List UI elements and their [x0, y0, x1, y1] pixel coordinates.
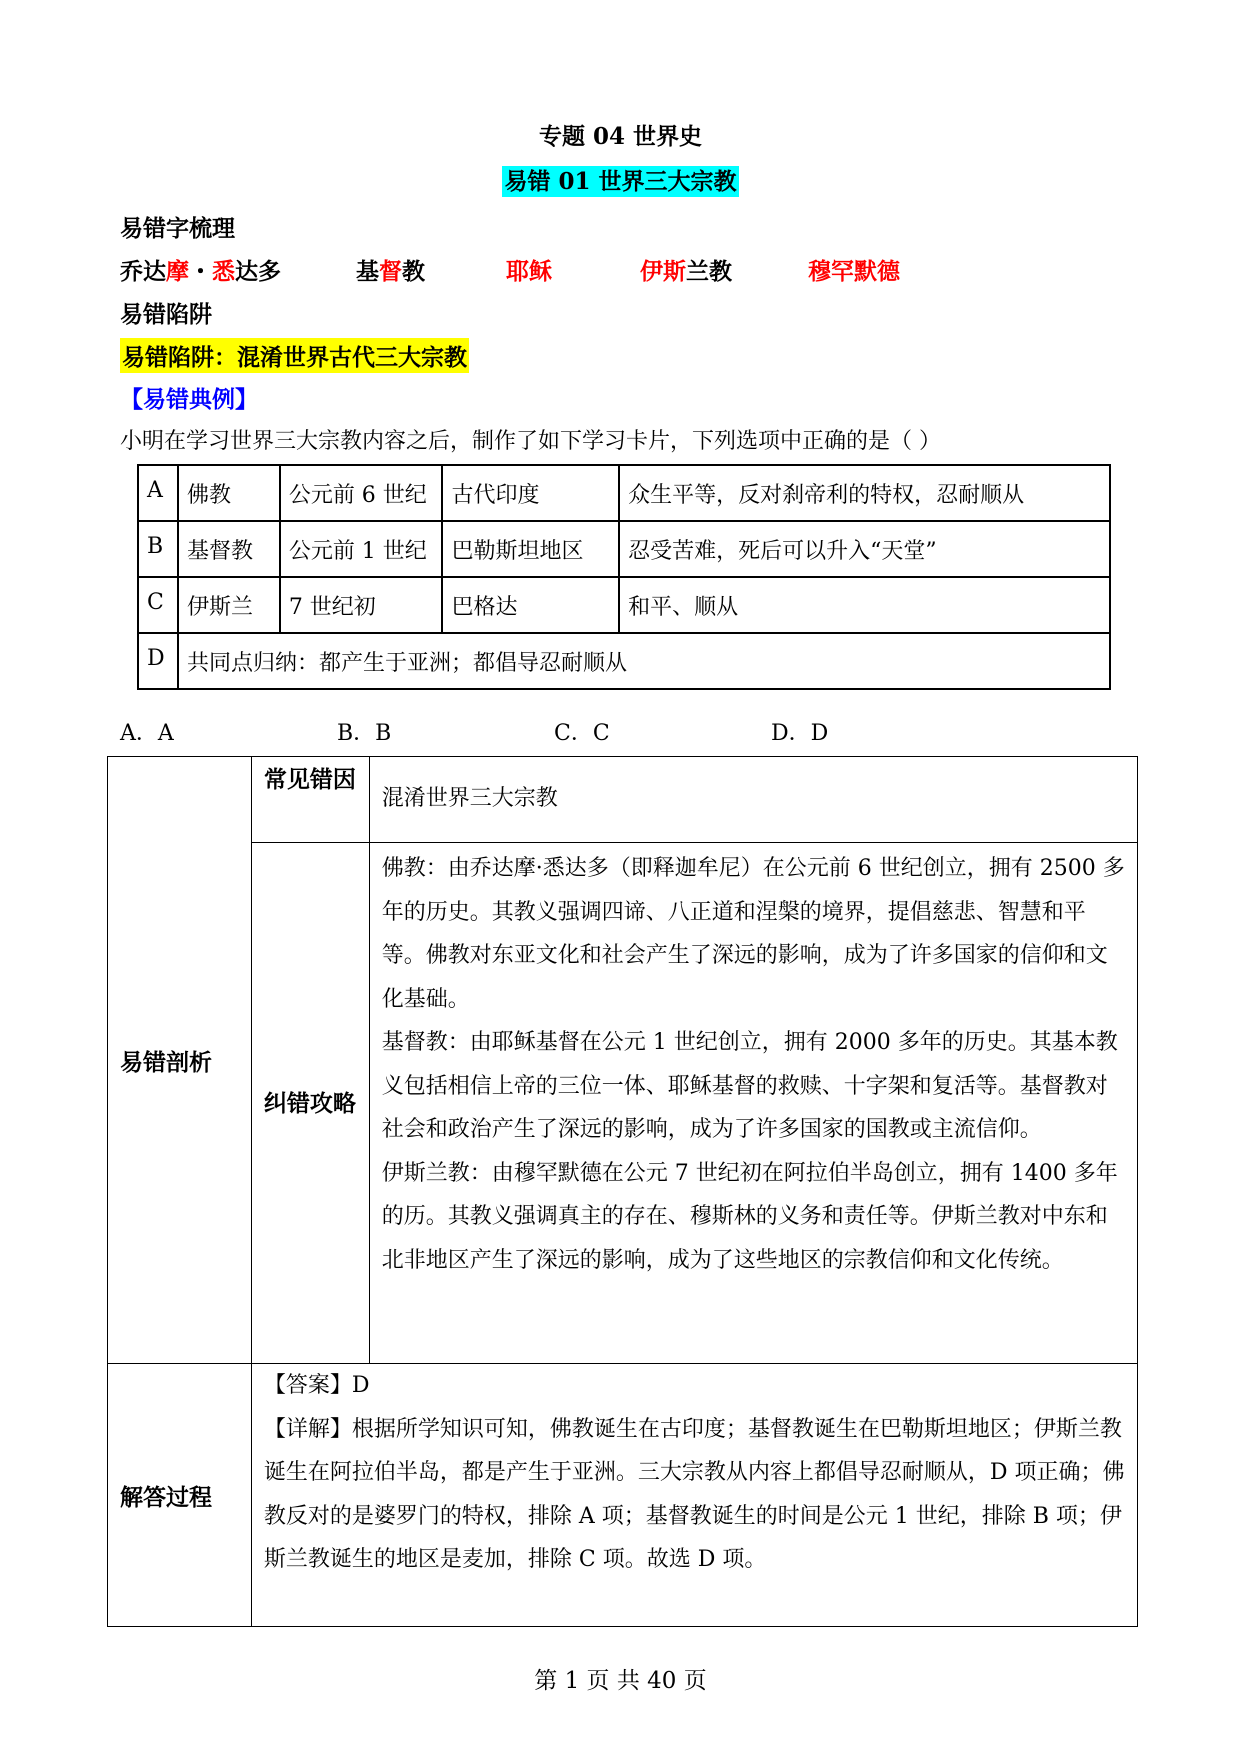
typo-part: 兰教 — [686, 258, 732, 285]
option-doctrine: 众生平等，反对刹帝利的特权，忍耐顺从 — [619, 465, 1110, 521]
strategy-buddhism: 佛教：由乔达摩·悉达多（即释迦牟尼）在公元前 6 世纪创立，拥有 2500 多年的历史。其教义强调四谛、八正道和涅槃的境界，提倡慈悲、智慧和平等。佛教对东亚文化和社会产生了深远的影响，成为了许多国家的信仰和文化基础。 — [381, 856, 1125, 1012]
option-religion: 基督教 — [178, 521, 280, 577]
typo-part: 基 — [356, 258, 379, 285]
typo-part-red: 督 — [379, 258, 402, 285]
option-key: C — [138, 577, 178, 633]
strategy-label: 纠错攻略 — [251, 843, 369, 1364]
option-place: 古代印度 — [442, 465, 619, 521]
typo-part: ・ — [189, 258, 212, 285]
explanation-text: 【详解】根据所学知识可知，佛教诞生在古印度；基督教诞生在巴勒斯坦地区；伊斯兰教诞生在阿拉伯半岛，都是产生于亚洲。三大宗教从内容上都倡导忍耐顺从，D 项正确；佛教反对的是婆罗门的特权，排除 A 项；基督教诞生的时间是公元 1 世纪，排除 B 项；伊斯兰教诞生的地区是麦加，排除 C 项。故选 D 项。 — [263, 1416, 1125, 1572]
choice-d[interactable]: D．D — [771, 721, 829, 746]
choice-c[interactable]: C．C — [554, 721, 610, 746]
option-key: B — [138, 521, 178, 577]
option-religion: 伊斯兰 — [178, 577, 280, 633]
typo-part: 教 — [402, 258, 425, 285]
table-row — [138, 521, 1110, 577]
answer-line: 【答案】D — [263, 1373, 370, 1398]
analysis-table — [107, 756, 1138, 1627]
typo-word-qiaodamo — [120, 253, 281, 286]
question-text: 小明在学习世界三大宗教内容之后，制作了如下学习卡片，下列选项中正确的是（ ） — [120, 429, 941, 454]
typo-heading: 易错字梳理 — [120, 215, 235, 242]
page-title: 专题 04 世界史 — [538, 123, 703, 150]
trap-highlight: 易错陷阱：混淆世界古代三大宗教 — [120, 338, 469, 373]
typo-part: 达多 — [235, 258, 281, 285]
option-summary: 共同点归纳：都产生于亚洲；都倡导忍耐顺从 — [178, 633, 1110, 689]
option-key: D — [138, 633, 178, 689]
option-place: 巴格达 — [442, 577, 619, 633]
table-row — [108, 1364, 1138, 1627]
trap-heading: 易错陷阱 — [120, 301, 212, 328]
choice-b[interactable]: B．B — [337, 721, 392, 746]
strategy-christianity: 基督教：由耶稣基督在公元 1 世纪创立，拥有 2000 多年的历史。其基本教义包括相信上帝的三位一体、耶稣基督的救赎、十字架和复活等。基督教对社会和政治产生了深远的影响，成为了许多国家的国教或主流信仰。 — [381, 1030, 1118, 1142]
option-key: A — [138, 465, 178, 521]
option-time: 公元前 1 世纪 — [280, 521, 443, 577]
example-label: 【易错典例】 — [120, 386, 258, 413]
cause-text: 混淆世界三大宗教 — [369, 757, 1137, 843]
option-time: 7 世纪初 — [280, 577, 443, 633]
page-footer: 第 1 页 共 40 页 — [534, 1668, 707, 1694]
option-place: 巴勒斯坦地区 — [442, 521, 619, 577]
table-row — [138, 465, 1110, 521]
choice-a[interactable]: A．A — [120, 721, 174, 746]
table-row — [138, 633, 1110, 689]
option-time: 公元前 6 世纪 — [280, 465, 443, 521]
table-row — [108, 843, 1138, 1364]
answer-text — [251, 1364, 1137, 1627]
answer-section-label: 解答过程 — [108, 1364, 252, 1627]
table-row — [108, 757, 1138, 843]
typo-part-red: 伊斯 — [640, 258, 686, 285]
cause-label: 常见错因 — [251, 757, 369, 843]
option-doctrine: 忍受苦难，死后可以升入“天堂” — [619, 521, 1110, 577]
option-religion: 佛教 — [178, 465, 280, 521]
analysis-section-label: 易错剖析 — [108, 757, 252, 1364]
section-subtitle: 易错 01 世界三大宗教 — [504, 168, 737, 195]
typo-word-yesu: 耶稣 — [506, 258, 552, 285]
typo-word-jidujiao — [356, 253, 425, 286]
section-subtitle-wrap — [0, 163, 1241, 196]
strategy-islam: 伊斯兰教：由穆罕默德在公元 7 世纪初在阿拉伯半岛创立，拥有 1400 多年的历。其教义强调真主的存在、穆斯林的义务和责任等。伊斯兰教对中东和北非地区产生了深远的影响，成为了这些地区的宗教信仰和文化传统。 — [381, 1160, 1118, 1273]
typo-word-yisilanjiao — [640, 253, 732, 286]
typo-part: 乔达 — [120, 258, 166, 285]
option-doctrine: 和平、顺从 — [619, 577, 1110, 633]
strategy-text — [369, 843, 1137, 1364]
typo-part-red: 摩 — [166, 258, 189, 285]
typo-word-muhanmode: 穆罕默德 — [808, 258, 900, 285]
table-row — [138, 577, 1110, 633]
typo-part-red: 悉 — [212, 258, 235, 285]
options-table — [137, 464, 1111, 690]
